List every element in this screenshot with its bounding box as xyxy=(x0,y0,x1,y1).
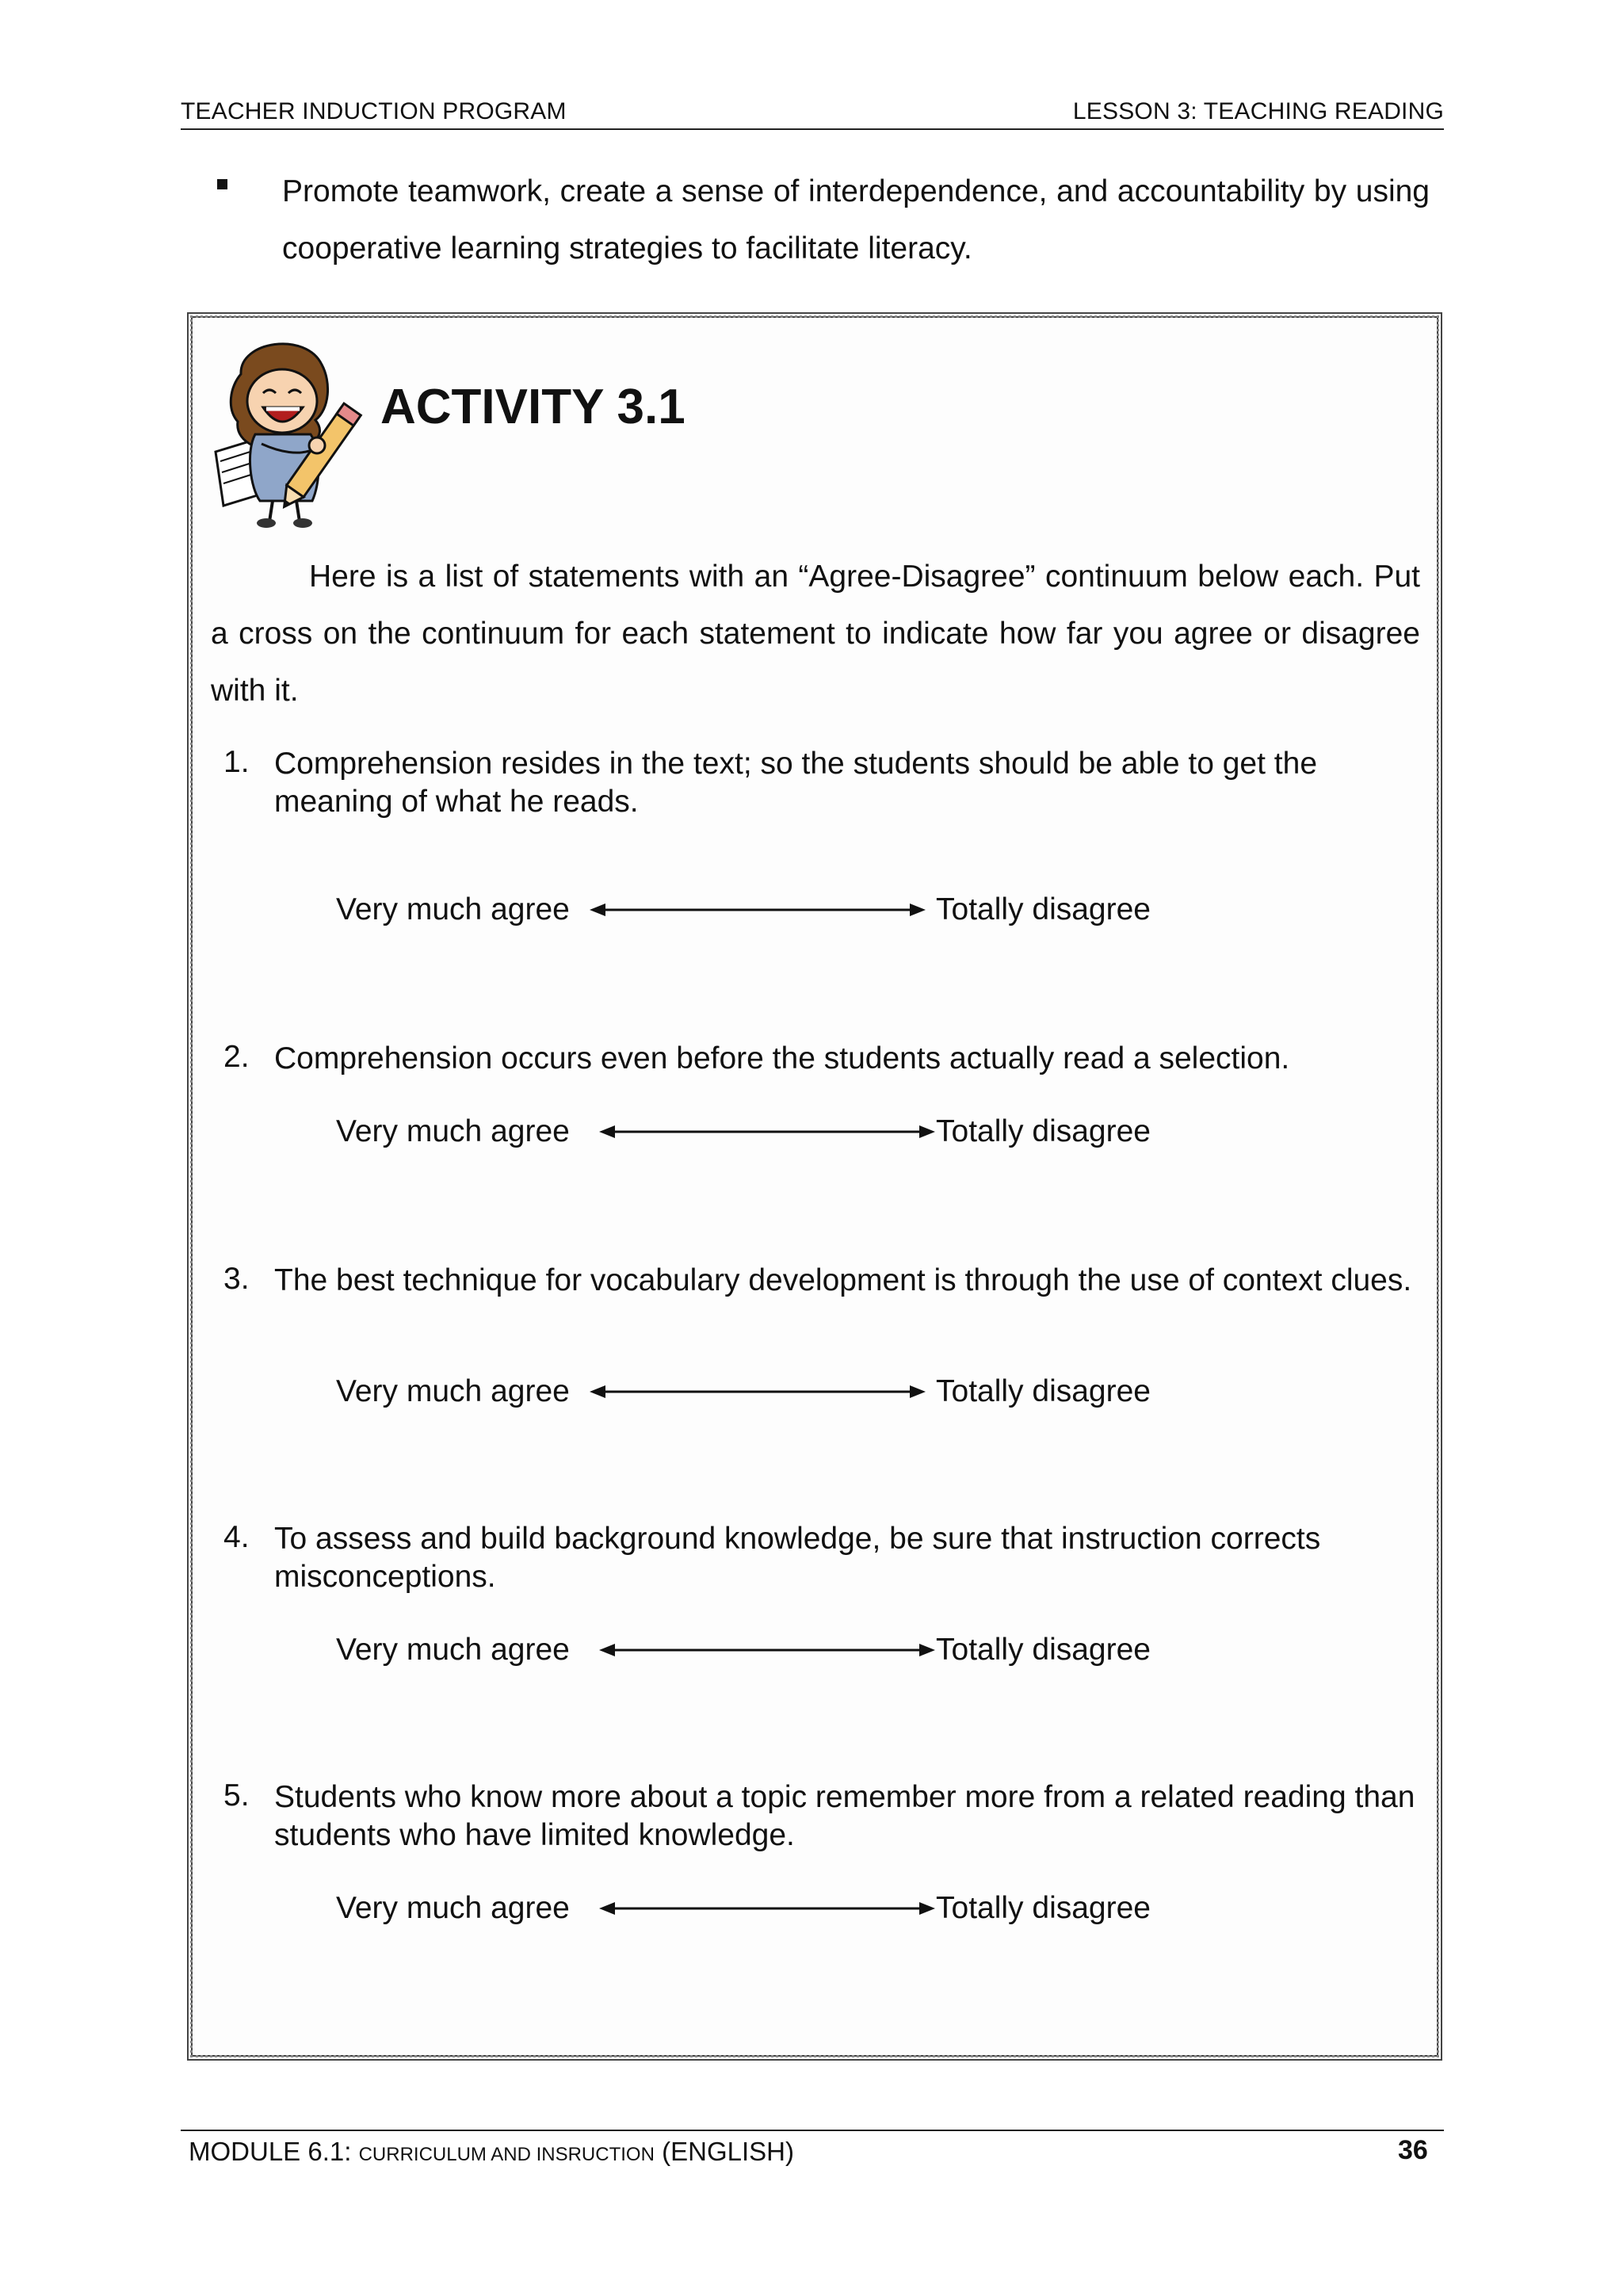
header-lesson-title: LESSON 3: TEACHING READING xyxy=(1072,98,1444,124)
statement-text: The best technique for vocabulary development is through the use of context clues. xyxy=(274,1263,1412,1297)
item-number: 1. xyxy=(223,745,250,779)
statement-text: Comprehension occurs even before the students actually read a selection. xyxy=(274,1041,1290,1075)
agree-disagree-continuum[interactable] xyxy=(590,1380,926,1404)
scale-agree-label: Very much agree xyxy=(336,1374,570,1408)
scale-disagree-label: Totally disagree xyxy=(936,1891,1151,1925)
item-number: 4. xyxy=(223,1520,250,1554)
footer-module-prefix: MODULE 6.1: xyxy=(189,2137,359,2166)
bullet-text: Promote teamwork, create a sense of interdependence, and accountability by using cooperative learning strategies to facilitate literacy. xyxy=(282,174,1430,266)
agree-disagree-continuum[interactable] xyxy=(599,1897,935,1920)
footer-module-suffix: (ENGLISH) xyxy=(654,2137,794,2166)
page-number: 36 xyxy=(1398,2135,1428,2165)
scale-disagree-label: Totally disagree xyxy=(936,892,1151,926)
bullet-icon xyxy=(217,179,227,189)
agree-disagree-continuum[interactable] xyxy=(599,1638,935,1662)
header-rule xyxy=(181,128,1444,130)
scale-disagree-label: Totally disagree xyxy=(936,1374,1151,1408)
footer-module-subject: CURRICULUM AND INSRUCTION xyxy=(358,2144,655,2165)
statement-text: Comprehension resides in the text; so the students should be able to get the meaning of what he reads. xyxy=(274,747,1318,819)
scale-agree-label: Very much agree xyxy=(336,1891,570,1925)
header-program-title: TEACHER INDUCTION PROGRAM xyxy=(181,98,567,124)
agree-disagree-continuum[interactable] xyxy=(590,898,926,922)
item-number: 3. xyxy=(223,1262,250,1296)
statement-text: To assess and build background knowledge, be sure that instruction corrects misconceptions. xyxy=(274,1522,1321,1594)
scale-agree-label: Very much agree xyxy=(336,1633,570,1667)
footer-rule xyxy=(181,2130,1444,2131)
teacher-with-pencil-illustration xyxy=(211,333,369,531)
activity-title: ACTIVITY 3.1 xyxy=(380,380,685,434)
scale-disagree-label: Totally disagree xyxy=(936,1633,1151,1667)
scale-agree-label: Very much agree xyxy=(336,1114,570,1148)
statement-text: Students who know more about a topic remember more from a related reading than students who have limited knowledge. xyxy=(274,1780,1415,1852)
footer-module-title xyxy=(189,2137,794,2167)
item-number: 5. xyxy=(223,1778,250,1813)
activity-instructions: Here is a list of statements with an “Agree-Disagree” continuum below each. Put a cross on the continuum for each statement to indicate how far you agree or disagree with it. xyxy=(211,560,1420,708)
agree-disagree-continuum[interactable] xyxy=(599,1120,935,1144)
scale-disagree-label: Totally disagree xyxy=(936,1114,1151,1148)
scale-agree-label: Very much agree xyxy=(336,892,570,926)
item-number: 2. xyxy=(223,1040,250,1074)
